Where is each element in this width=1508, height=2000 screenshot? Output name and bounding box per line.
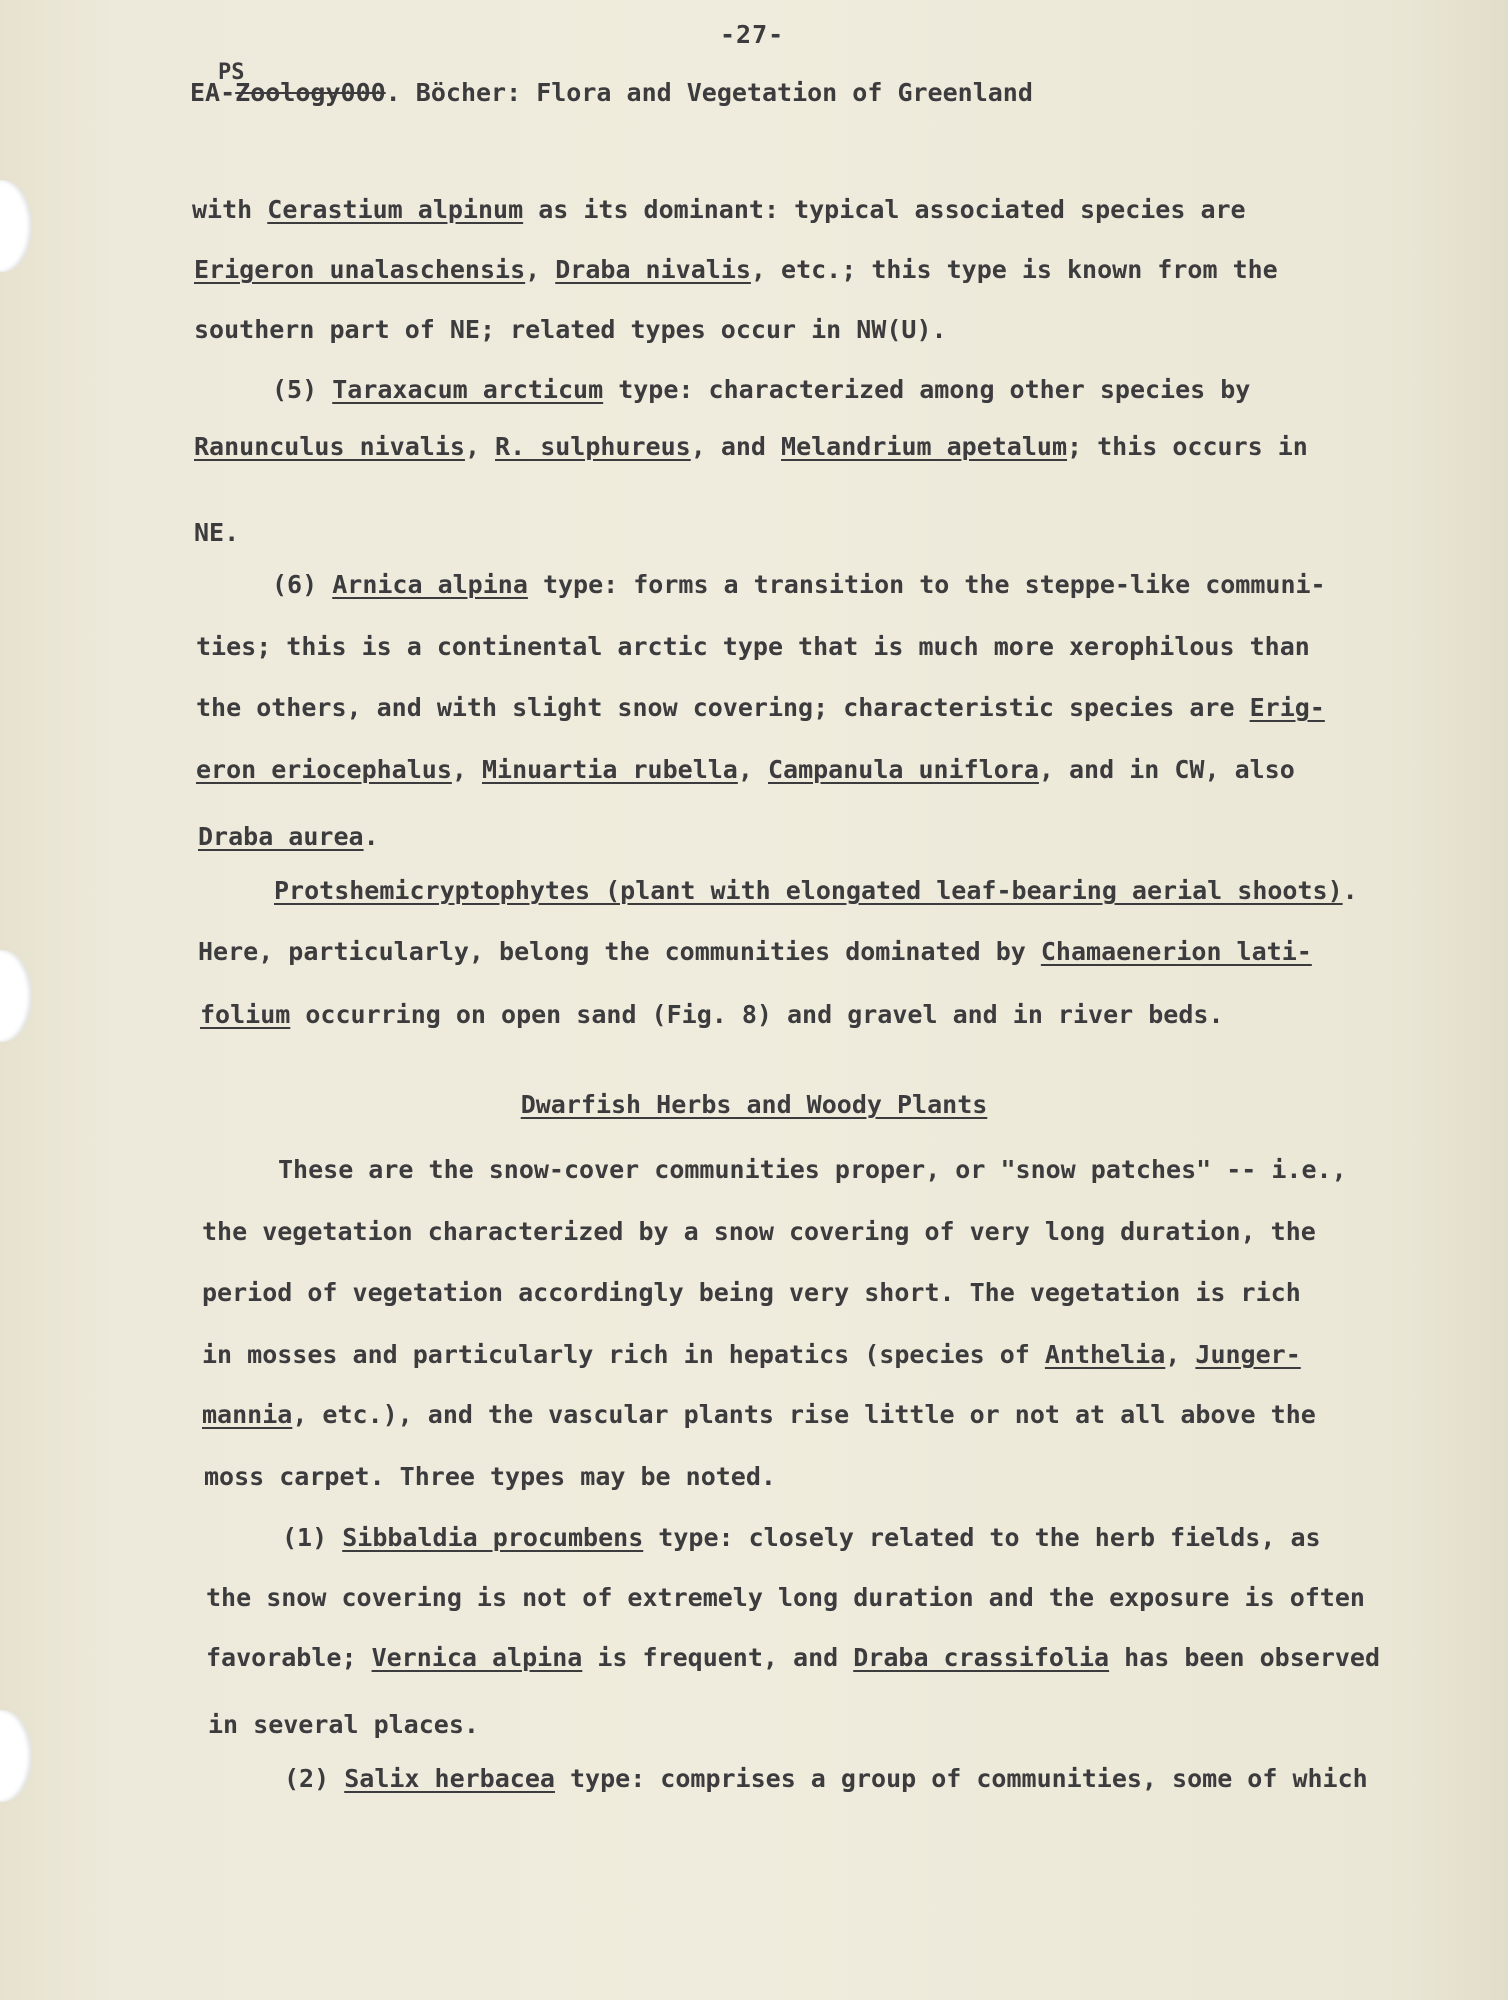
header-code-suffix: . [385,78,401,107]
header-code-prefix: EA- [190,78,236,107]
text-line: southern part of NE; related types occur in NW(U). [194,315,947,344]
text-line: (2) Salix herbacea type: comprises a group of communities, some of which [284,1764,1368,1793]
species-name: Campanula uniflora [767,755,1039,784]
species-name: Chamaenerion lati- [1040,937,1312,966]
text-line: the others, and with slight snow covering; characteristic species are Erig- [196,693,1325,722]
document-header [190,78,1033,107]
header-code-struck: Zoology000 [235,78,386,107]
punch-hole [0,1710,32,1802]
species-name: Minuartia rubella [481,755,738,784]
species-name: eron eriocephalus [196,755,452,784]
species-name: folium [200,1000,291,1029]
species-name: Arnica alpina [332,570,528,599]
species-name: mannia [202,1400,293,1429]
punch-hole [0,180,32,272]
punch-hole [0,950,32,1042]
species-name: Draba crassifolia [853,1643,1110,1672]
species-name: Erigeron unalaschensis [194,255,526,284]
text-line: Draba aurea. [198,822,379,851]
subheading-term: Protshemicryptophytes (plant with elongated leaf-bearing aerial shoots) [274,876,1343,905]
text-line: moss carpet. Three types may be noted. [204,1462,776,1491]
text-line: mannia, etc.), and the vascular plants rise little or not at all above the [202,1400,1316,1429]
species-name: Draba aurea [198,822,364,851]
species-name: Cerastium alpinum [267,195,524,224]
text-line: the vegetation characterized by a snow covering of very long duration, the [202,1217,1316,1246]
species-name: Melandrium apetalum [781,432,1068,461]
text-line: (1) Sibbaldia procumbens type: closely related to the herb fields, as [282,1523,1321,1552]
text-line: ties; this is a continental arctic type that is much more xerophilous than [196,632,1310,661]
text-line: with Cerastium alpinum as its dominant: typical associated species are [192,195,1246,224]
species-name: R. sulphureus [495,432,691,461]
text-line: NE. [194,518,240,547]
text-line: folium occurring on open sand (Fig. 8) and gravel and in river beds. [200,1000,1224,1029]
handwritten-initials: PS [218,60,245,85]
text-line: Protshemicryptophytes (plant with elongated leaf-bearing aerial shoots). [274,876,1358,905]
text-line: favorable; Vernica alpina is frequent, and Draba crassifolia has been observed [206,1643,1381,1672]
species-name: Anthelia [1044,1340,1166,1369]
text-line: (5) Taraxacum arcticum type: characterized among other species by [272,375,1251,404]
text-line: in several places. [208,1710,479,1739]
species-name: Vernica alpina [371,1643,583,1672]
text-line: Erigeron unalaschensis, Draba nivalis, etc.; this type is known from the [194,255,1278,284]
page-number: -27- [720,20,785,49]
text-line: These are the snow-cover communities proper, or "snow patches" -- i.e., [278,1155,1347,1184]
species-name: Draba nivalis [555,255,751,284]
text-line: eron eriocephalus, Minuartia rubella, Campanula uniflora, and in CW, also [196,755,1295,784]
text-line: (6) Arnica alpina type: forms a transition to the steppe-like communi- [272,570,1326,599]
text-line: the snow covering is not of extremely long duration and the exposure is often [206,1583,1365,1612]
section-heading: Dwarfish Herbs and Woody Plants [520,1090,988,1119]
species-name: Salix herbacea [344,1764,555,1793]
text-line: in mosses and particularly rich in hepatics (species of Anthelia, Junger- [202,1340,1301,1369]
species-name: Ranunculus nivalis [194,432,465,461]
text-line: Here, particularly, belong the communities dominated by Chamaenerion lati- [198,937,1312,966]
text-line: Ranunculus nivalis, R. sulphureus, and Melandrium apetalum; this occurs in [194,432,1308,461]
header-title: Böcher: Flora and Vegetation of Greenland [415,78,1033,107]
species-name: Taraxacum arcticum [332,375,604,404]
species-name: Erig- [1249,693,1325,722]
text-line: period of vegetation accordingly being very short. The vegetation is rich [202,1278,1301,1307]
species-name: Sibbaldia procumbens [342,1523,644,1552]
species-name: Junger- [1195,1340,1301,1369]
